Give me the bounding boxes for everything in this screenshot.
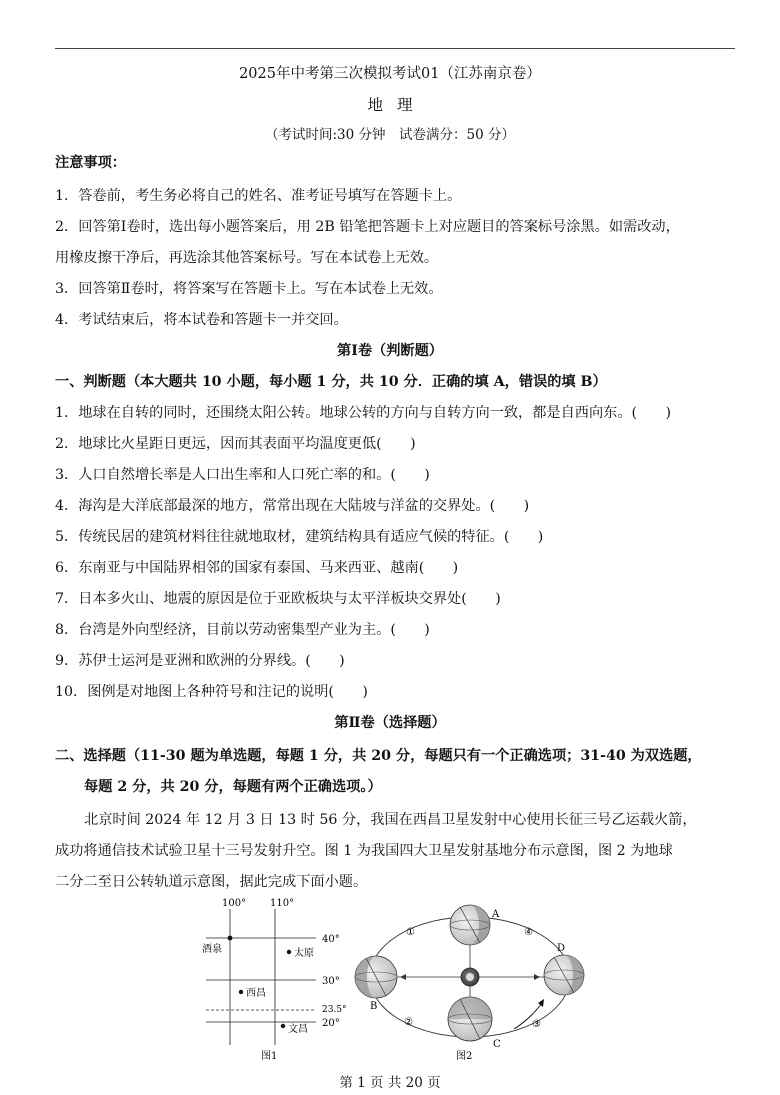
- figure2-orbit-diagram: [352, 895, 592, 1067]
- figure1-launch-base-map: [198, 895, 358, 1067]
- segment-label-3: ③: [532, 1019, 541, 1030]
- part1-heading: 第Ⅰ卷（判断题）: [337, 343, 443, 359]
- earth-position-b: [355, 956, 397, 998]
- site-label-jiuquan: 酒泉: [202, 944, 222, 955]
- fig1-lat-label-20: 20°: [322, 1018, 340, 1029]
- judge-question-2: 2．地球比火星距日更远，因而其表面平均温度更低( ): [55, 436, 416, 452]
- part2-section-heading-line1: 二、选择题（11-30 题为单选题，每题 1 分，共 20 分，每题只有一个正确选项；31-40 为双选题，: [55, 748, 702, 764]
- position-label-d: D: [557, 943, 566, 954]
- notice-heading: 注意事项：: [55, 155, 126, 171]
- fig1-lat-label-40: 40°: [322, 934, 340, 945]
- part2-heading: 第Ⅱ卷（选择题）: [334, 715, 446, 731]
- segment-label-4: ④: [524, 927, 533, 938]
- judge-question-9: 9．苏伊士运河是亚洲和欧洲的分界线。( ): [55, 653, 345, 669]
- page-footer: 第 1 页 共 20 页: [339, 1075, 441, 1091]
- header-rule: [55, 48, 735, 49]
- judge-question-8: 8．台湾是外向型经济，目前以劳动密集型产业为主。( ): [55, 622, 430, 638]
- figure1-caption: 图1: [261, 1051, 278, 1062]
- site-marker-jiuquan: [228, 936, 233, 941]
- position-label-b: B: [370, 1001, 378, 1012]
- notice-item: 4．考试结束后，将本试卷和答题卡一并交回。: [55, 312, 348, 328]
- earth-position-d: [544, 955, 584, 995]
- passage-line: 北京时间 2024 年 12 月 3 日 13 时 56 分，我国在西昌卫星发射中心使用长征三号乙运载火箭，: [84, 812, 697, 828]
- part2-section-heading-line2: 每题 2 分，共 20 分，每题有两个正确选项。）: [84, 779, 382, 795]
- judge-question-3: 3．人口自然增长率是人口出生率和人口死亡率的和。( ): [55, 467, 430, 483]
- position-label-a: A: [492, 909, 500, 920]
- judge-question-5: 5．传统民居的建筑材料往往就地取材，建筑结构具有适应气候的特征。( ): [55, 529, 544, 545]
- fig1-lon-label-100: 100°: [222, 898, 247, 909]
- fig1-lat-label-30: 30°: [322, 976, 340, 987]
- earth-position-a: [450, 905, 490, 945]
- site-marker-wenchang: [281, 1024, 285, 1028]
- site-marker-taiyuan: [287, 950, 291, 954]
- figure2-caption: 图2: [456, 1051, 473, 1062]
- judge-question-1: 1．地球在自转的同时，还围绕太阳公转。地球公转的方向与自转方向一致，都是自西向东。( ): [55, 405, 671, 421]
- position-label-c: C: [493, 1039, 501, 1050]
- judge-question-6: 6．东南亚与中国陆界相邻的国家有泰国、马来西亚、越南( ): [55, 560, 459, 576]
- fig1-lat-label-23-5: 23.5°: [322, 1005, 347, 1015]
- judge-question-4: 4．海沟是大洋底部最深的地方，常常出现在大陆坡与洋盆的交界处。( ): [55, 498, 530, 514]
- notice-item: 1．答卷前，考生务必将自己的姓名、准考证号填写在答题卡上。: [55, 188, 462, 204]
- earth-position-c: [448, 997, 492, 1041]
- passage-line: 二分二至日公转轨道示意图，据此完成下面小题。: [55, 874, 368, 890]
- judge-question-10: 10．图例是对地图上各种符号和注记的说明( ): [55, 684, 368, 700]
- notice-item: 3．回答第Ⅱ卷时，将答案写在答题卡上。写在本试卷上无效。: [55, 281, 443, 297]
- notice-item: 2．回答第Ⅰ卷时，选出每小题答案后，用 2B 铅笔把答题卡上对应题目的答案标号涂黑。如需改动，: [55, 219, 680, 235]
- segment-label-2: ②: [404, 1017, 413, 1028]
- subject-title: 地理: [367, 96, 427, 114]
- passage-line: 成功将通信技术试验卫星十三号发射升空。图 1 为我国四大卫星发射基地分布示意图，图 2 为地球: [55, 843, 673, 859]
- site-label-taiyuan: 太原: [294, 948, 314, 959]
- site-marker-xichang: [239, 990, 243, 994]
- segment-label-1: ①: [406, 927, 415, 938]
- site-label-wenchang: 文昌: [288, 1024, 308, 1035]
- exam-info: （考试时间:30 分钟 试卷满分：50 分）: [265, 127, 515, 143]
- judge-question-7: 7．日本多火山、地震的原因是位于亚欧板块与太平洋板块交界处( ): [55, 591, 501, 607]
- fig1-lon-label-110: 110°: [270, 898, 295, 909]
- exam-title: 2025年中考第三次模拟考试01（江苏南京卷）: [239, 66, 541, 82]
- part1-section-heading: 一、判断题（本大题共 10 小题，每小题 1 分，共 10 分．正确的填 A，错误的填 B）: [55, 374, 607, 390]
- site-label-xichang: 西昌: [246, 988, 266, 999]
- notice-item: 用橡皮擦干净后，再选涂其他答案标号。写在本试卷上无效。: [55, 250, 439, 266]
